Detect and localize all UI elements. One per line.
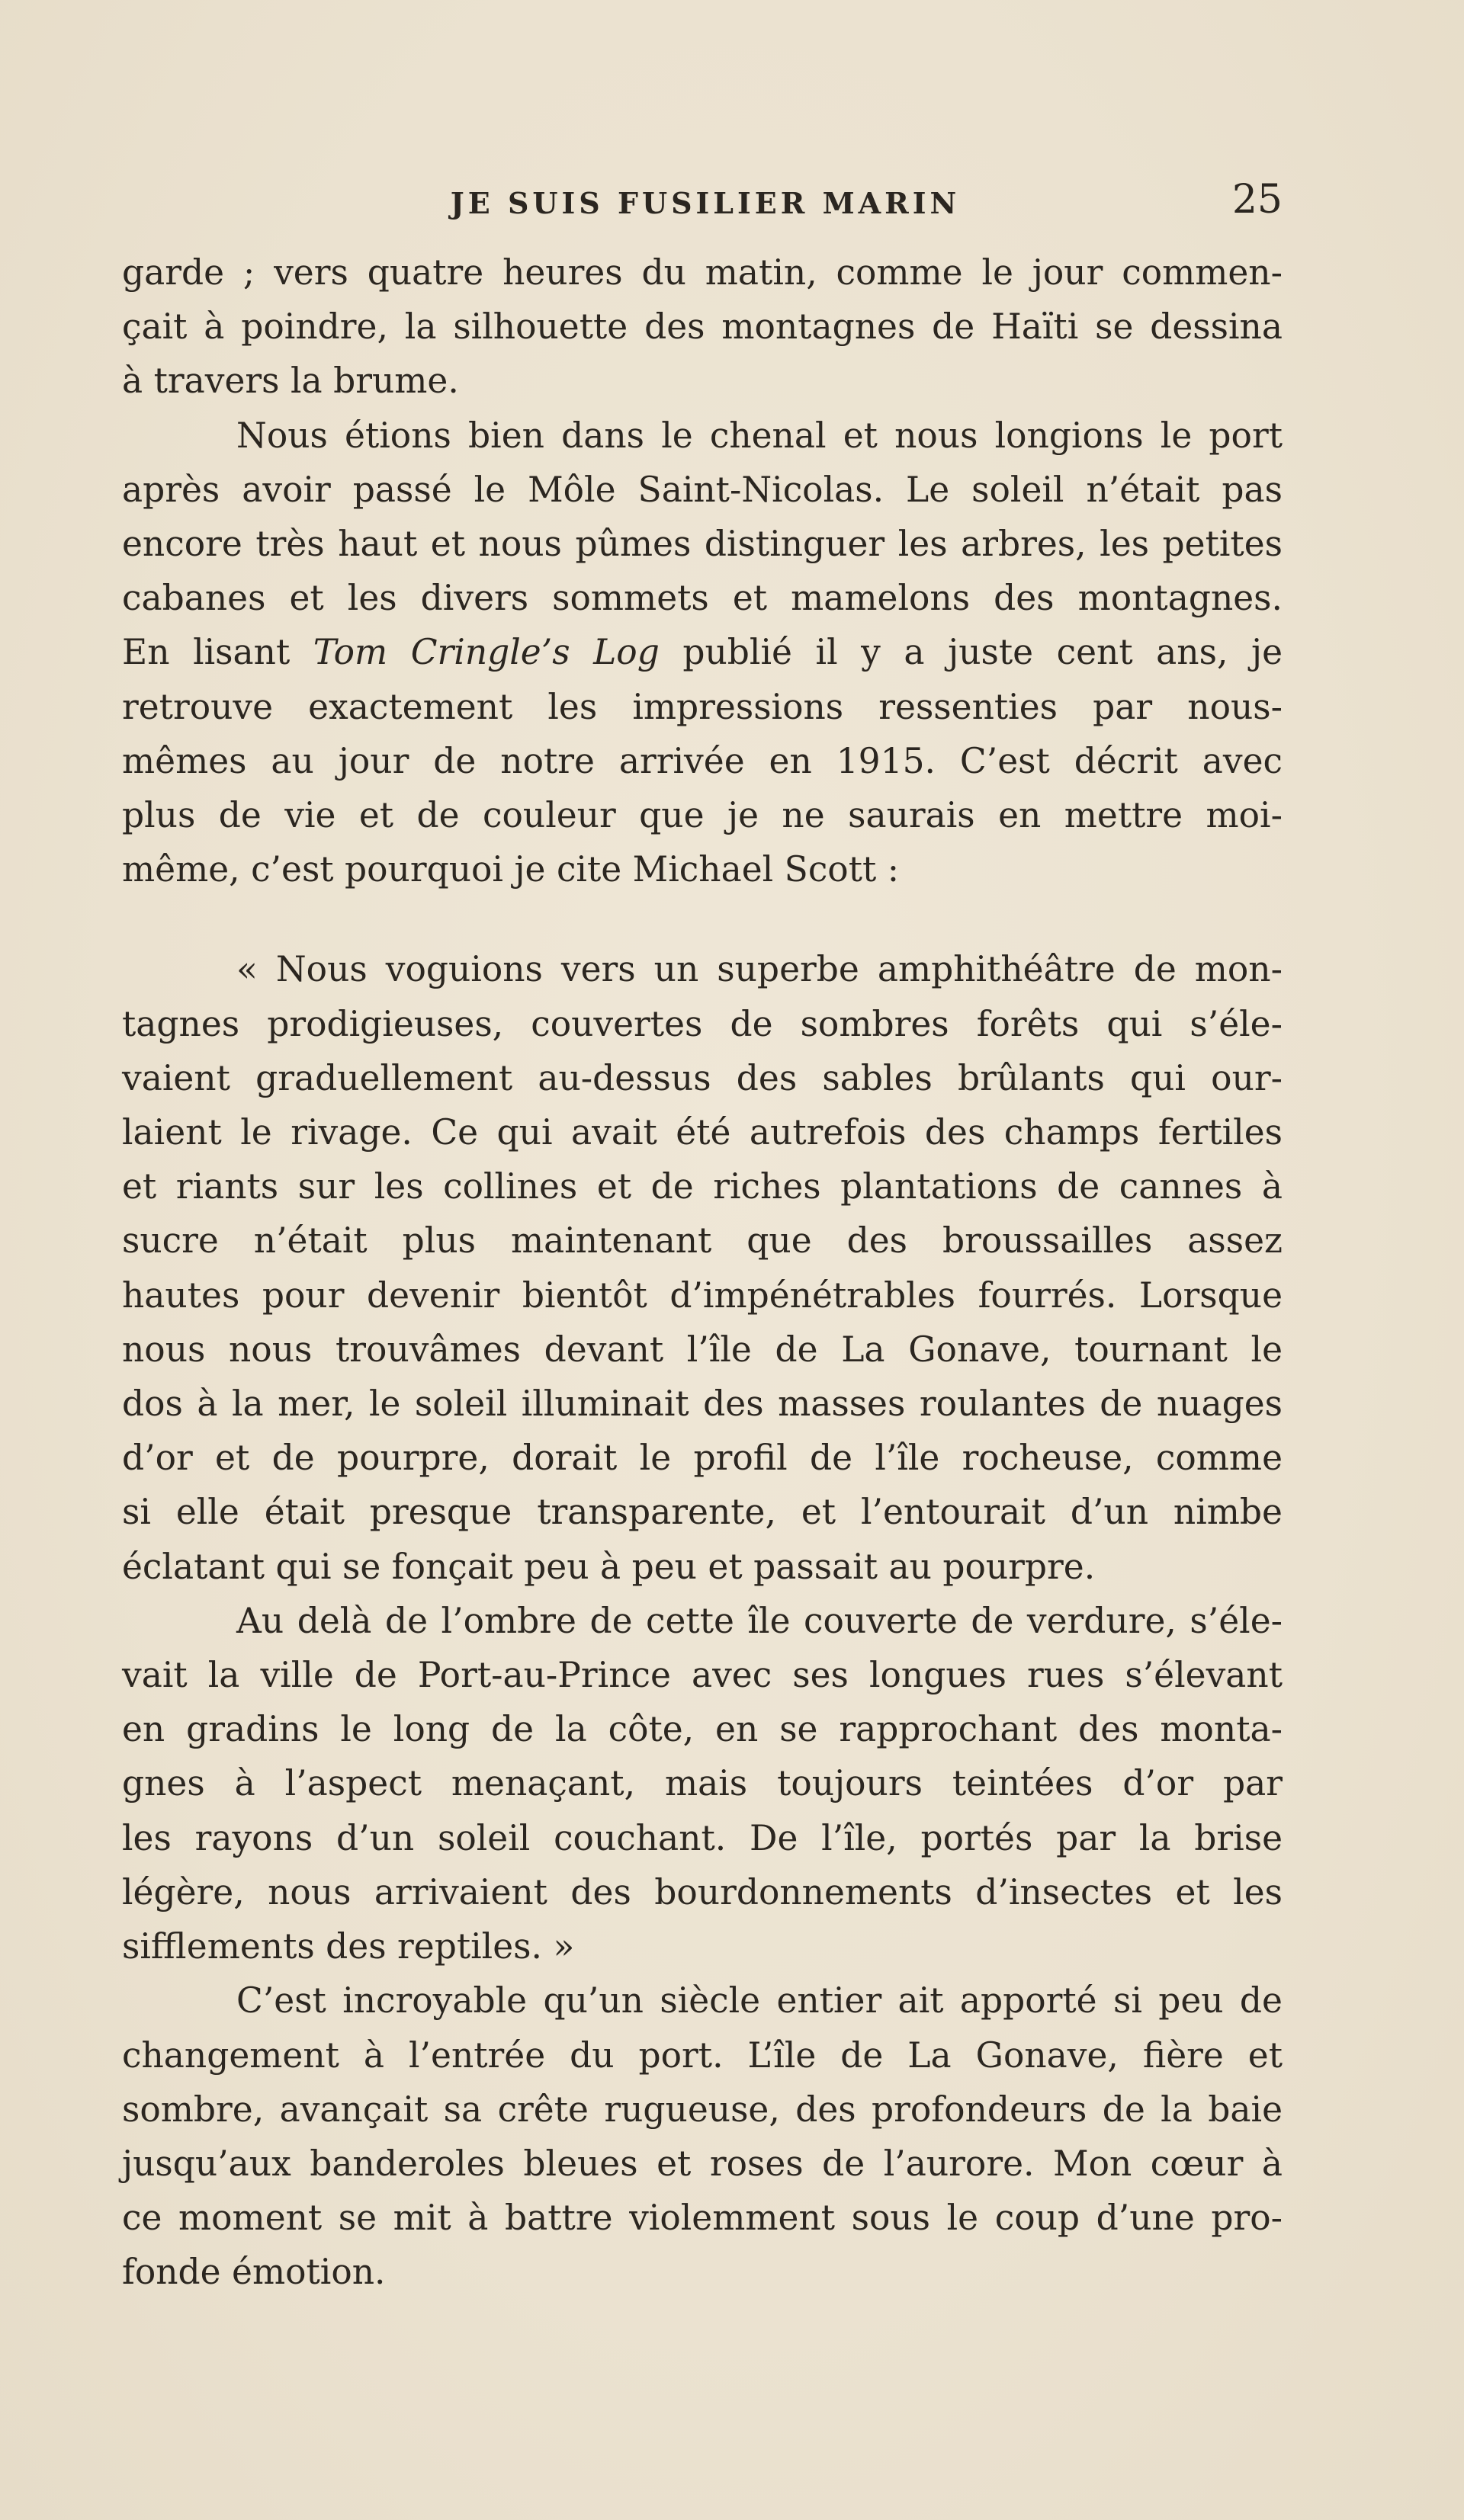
text-line: même, c’est pourquoi je cite Michael Scott :: [122, 849, 900, 890]
text-line: les rayons d’un soleil couchant. De l’île, portés par la brise: [122, 1817, 1283, 1858]
text-line: jusqu’aux banderoles bleues et roses de l’aurore. Mon cœur à: [122, 2143, 1283, 2184]
text-line: C’est incroyable qu’un siècle entier ait apporté si peu de: [236, 1980, 1283, 2021]
text-line: « Nous voguions vers un superbe amphithéâtre de mon-: [236, 949, 1283, 990]
text-line: çait à poindre, la silhouette des montagnes de Haïti se dessina: [122, 306, 1283, 348]
text-line: après avoir passé le Môle Saint-Nicolas. Le soleil n’était pas: [122, 469, 1283, 510]
text-line: encore très haut et nous pûmes distinguer les arbres, les petites: [122, 524, 1283, 565]
text-line: à travers la brume.: [122, 361, 459, 402]
text-line: mêmes au jour de notre arrivée en 1915. C’est décrit avec: [122, 740, 1283, 781]
text-line: garde ; vers quatre heures du matin, comme le jour commen-: [122, 252, 1283, 293]
text-line: sifflements des reptiles. »: [122, 1926, 575, 1967]
text-line: vaient graduellement au-dessus des sables brûlants qui our-: [122, 1057, 1283, 1098]
text-line: Au delà de l’ombre de cette île couverte de verdure, s’éle-: [236, 1600, 1283, 1641]
text-line: vait la ville de Port-au-Prince avec ses longues rues s’élevant: [122, 1655, 1283, 1696]
text-line: gnes à l’aspect menaçant, mais toujours teintées d’or par: [122, 1763, 1283, 1804]
body-text: [122, 245, 1283, 2300]
text-line: ce moment se mit à battre violemment sous le coup d’une pro-: [122, 2198, 1283, 2239]
text-line: retrouve exactement les impressions ressenties par nous-: [122, 686, 1283, 727]
text-line: légère, nous arrivaient des bourdonnements d’insectes et les: [122, 1871, 1283, 1912]
page-number: 25: [1231, 177, 1283, 223]
text-line: si elle était presque transparente, et l’entourait d’un nimbe: [122, 1492, 1283, 1533]
paragraph-gap: [122, 896, 1283, 942]
text-line: éclatant qui se fonçait peu à peu et passait au pourpre.: [122, 1546, 1096, 1587]
text-line: Nous étions bien dans le chenal et nous longions le port: [236, 415, 1283, 456]
text-line: hautes pour devenir bientôt d’impénétrables fourrés. Lorsque: [122, 1274, 1283, 1316]
text-line: tagnes prodigieuses, couvertes de sombres forêts qui s’éle-: [122, 1003, 1283, 1044]
running-head: [128, 177, 1283, 230]
text-line: dos à la mer, le soleil illuminait des masses roulantes de nuages: [122, 1383, 1283, 1425]
text-line: cabanes et les divers sommets et mamelons des montagnes.: [122, 578, 1283, 619]
text-line: sombre, avançait sa crête rugueuse, des profondeurs de la baie: [122, 2089, 1283, 2130]
text-line: laient le rivage. Ce qui avait été autrefois des champs fertiles: [122, 1112, 1283, 1153]
book-title-italic: Tom Cringle’s Log: [313, 632, 660, 673]
text-line: changement à l’entrée du port. L’île de La Gonave, fière et: [122, 2034, 1283, 2076]
text-line: fonde émotion.: [122, 2252, 386, 2293]
text-line: d’or et de pourpre, dorait le profil de l’île rocheuse, comme: [122, 1438, 1283, 1479]
text-line: en gradins le long de la côte, en se rapprochant des monta-: [122, 1709, 1283, 1750]
text-line: [122, 625, 1283, 679]
text-line: et riants sur les collines et de riches plantations de cannes à: [122, 1166, 1283, 1207]
text-line: nous nous trouvâmes devant l’île de La Gonave, tournant le: [122, 1329, 1283, 1370]
text-segment: publié il y a juste cent ans, je: [659, 632, 1283, 673]
running-title: JE SUIS FUSILIER MARIN: [450, 186, 961, 220]
text-segment: En lisant: [122, 632, 313, 673]
text-line: plus de vie et de couleur que je ne saurais en mettre moi-: [122, 795, 1283, 836]
text-line: sucre n’était plus maintenant que des broussailles assez: [122, 1220, 1283, 1262]
